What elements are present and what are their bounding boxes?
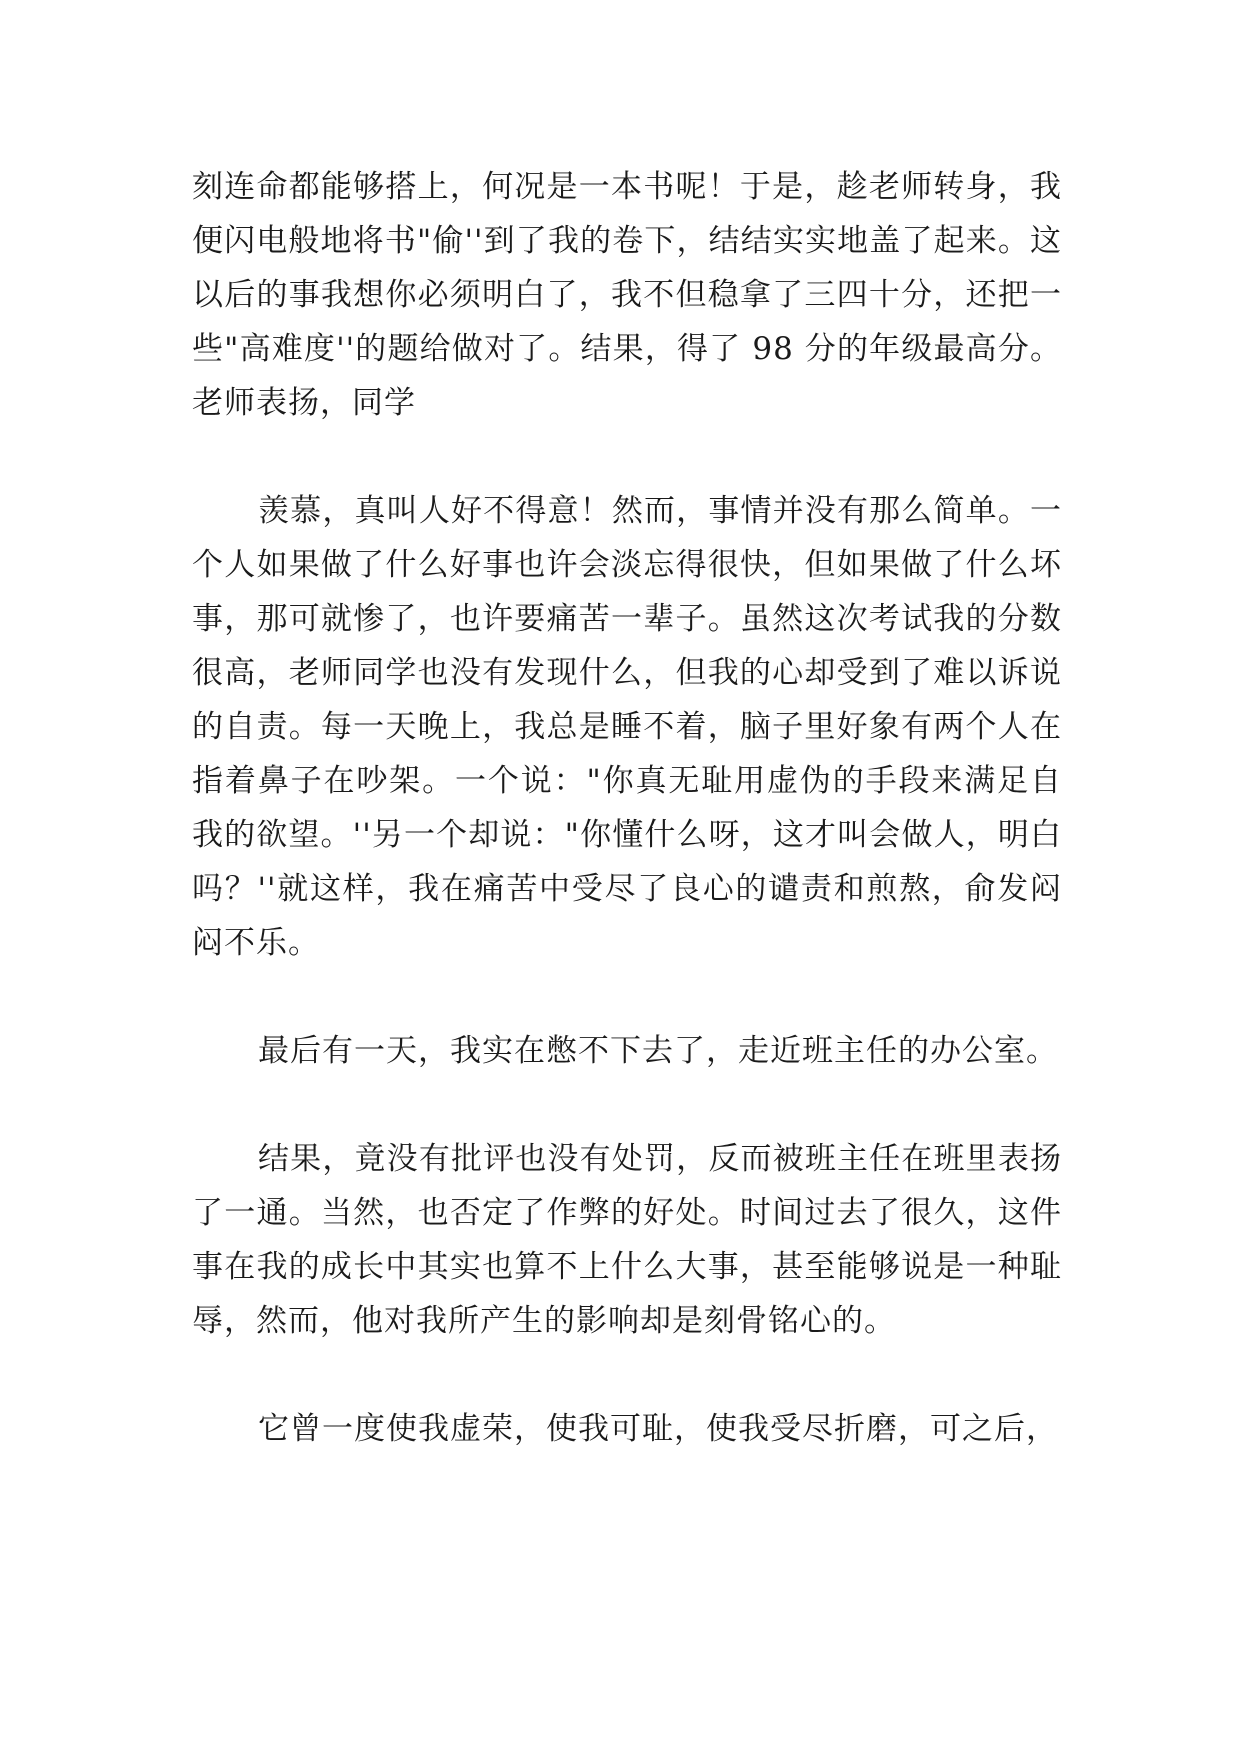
paragraph-4: 结果，竟没有批评也没有处罚，反而被班主任在班里表扬了一通。当然，也否定了作弊的好处。时间过去了很久，这件事在我的成长中其实也算不上什么大事，甚至能够说是一种耻辱，然而，他对我所产生的影响却是刻骨铭心的。 (192, 1141, 1062, 1339)
paragraph-5: 它曾一度使我虚荣，使我可耻，使我受尽折磨，可之后， (258, 1411, 1058, 1447)
paragraph-3: 最后有一天，我实在憋不下去了，走近班主任的办公室。 (258, 1033, 1058, 1069)
document-body (192, 160, 1062, 1456)
paragraph-1: 刻连命都能够搭上，何况是一本书呢！于是，趁老师转身，我便闪电般地将书"偷''到了我的卷下，结结实实地盖了起来。这以后的事我想你必须明白了，我不但稳拿了三四十分，还把一些"高难度''的题给做对了。结果，得了 98 分的年级最高分。老师表扬，同学 (192, 169, 1062, 421)
paragraph-2: 羡慕，真叫人好不得意！然而，事情并没有那么简单。一个人如果做了什么好事也许会淡忘得很快，但如果做了什么坏事，那可就惨了，也许要痛苦一辈子。虽然这次考试我的分数很高，老师同学也没有发现什么，但我的心却受到了难以诉说的自责。每一天晚上，我总是睡不着，脑子里好象有两个人在指着鼻子在吵架。一个说："你真无耻用虚伪的手段来满足自我的欲望。''另一个却说："你懂什么呀，这才叫会做人，明白吗？''就这样，我在痛苦中受尽了良心的谴责和煎熬，俞发闷闷不乐。 (192, 493, 1062, 961)
